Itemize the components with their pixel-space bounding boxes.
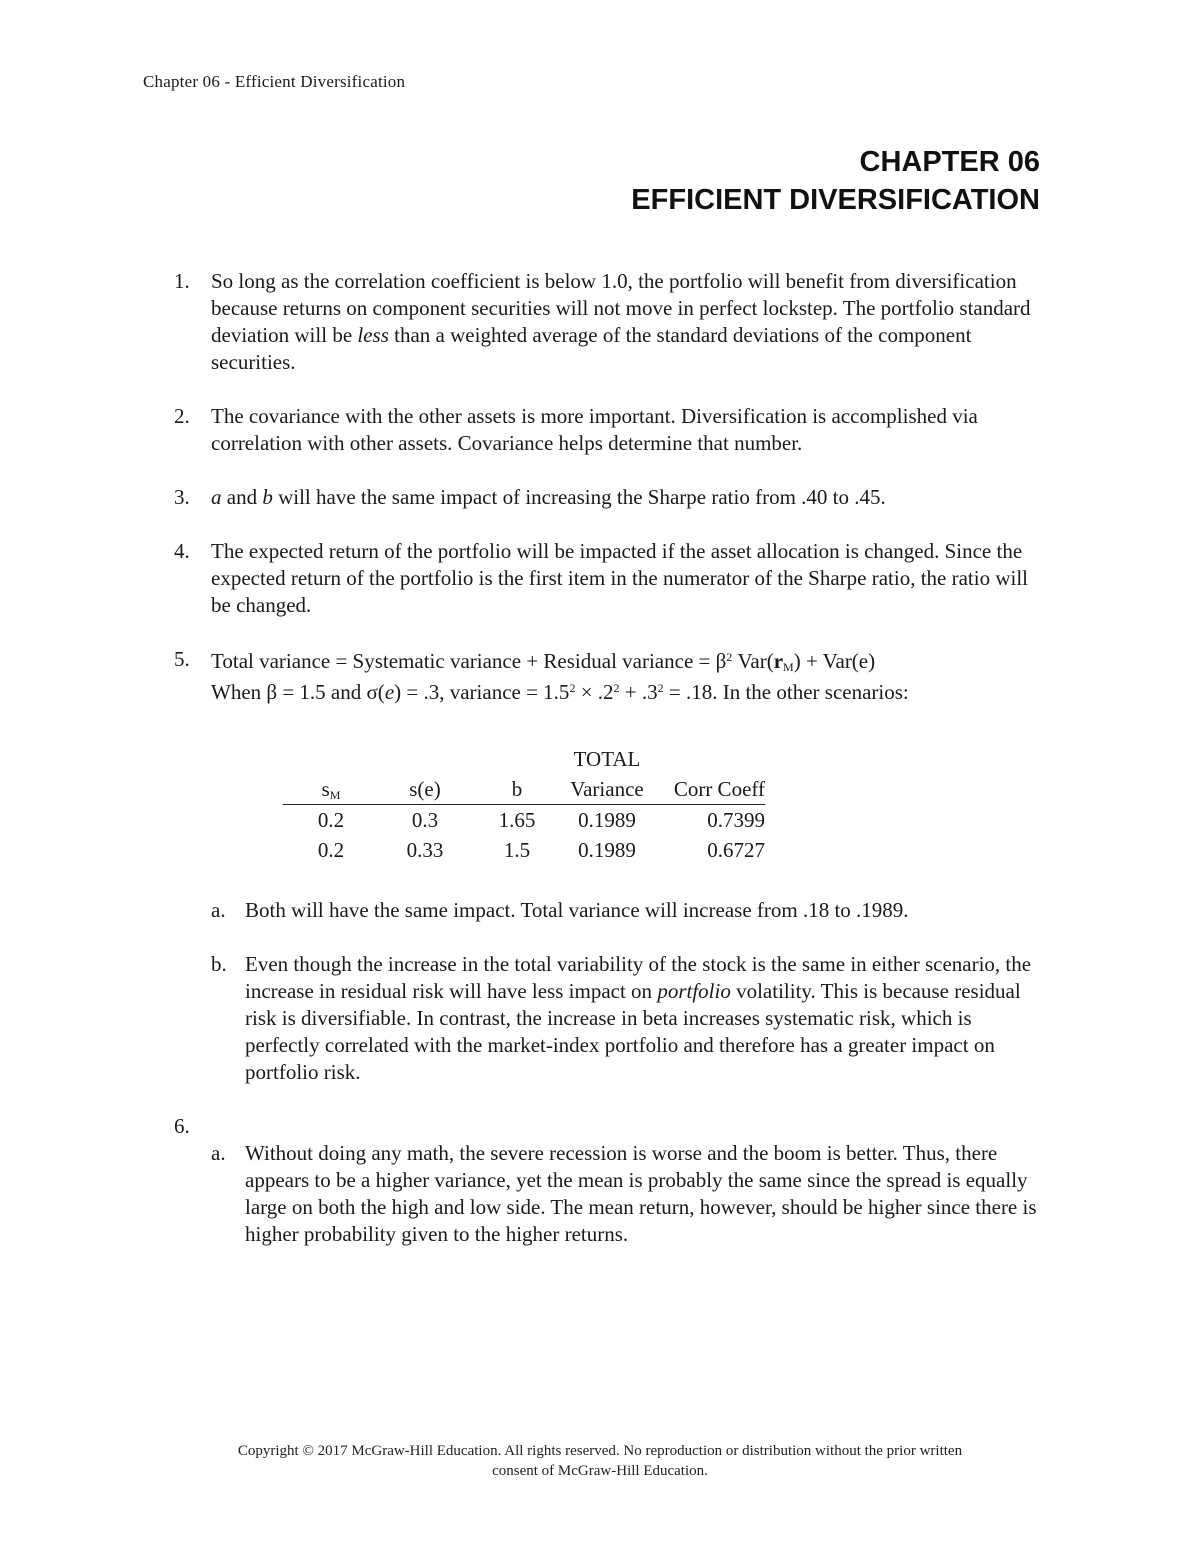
sub-letter: a. (211, 898, 226, 922)
subscript: M (783, 660, 794, 674)
exponent: 2 (569, 681, 576, 695)
formula-text: + .3 (619, 680, 658, 704)
exponent: 2 (726, 650, 733, 664)
sub-letter: a. (211, 1141, 226, 1165)
answer-6 (174, 1113, 1042, 1140)
chapter-heading (631, 143, 1040, 219)
answer-1 (174, 268, 1042, 376)
table-row (283, 835, 765, 865)
footer-line: Copyright © 2017 McGraw-Hill Education. All rights reserved. No reproduction or distribution without the prior written (237, 1443, 963, 1459)
header-variance: Variance (563, 774, 651, 805)
answer-4 (174, 538, 1042, 619)
chapter-number: CHAPTER 06 (859, 146, 1040, 178)
formula-text: Total variance = Systematic variance + Residual variance = β (211, 649, 727, 673)
formula-text: = .18. In the other scenarios: (663, 680, 909, 704)
variance-example-formula (211, 677, 1042, 708)
header-label: s (321, 777, 330, 801)
formula-symbol: r (773, 649, 784, 673)
item-number: 6. (174, 1114, 190, 1138)
answer-2 (174, 403, 1042, 457)
emphasis-portfolio: portfolio (657, 979, 731, 1003)
scenario-table (283, 744, 765, 865)
answer-6-subitems (211, 1140, 1042, 1248)
running-header: Chapter 06 - Efficient Diversification (143, 72, 406, 91)
answer-text: Without doing any math, the severe recession is worse and the boom is better. Thus, there appears to be a higher variance, yet the mean is probably the same since the spread is equally large on both the high and low side. The mean return, however, should be higher since there is higher probability given to the higher returns. (245, 1141, 1037, 1246)
header-sigma-m (283, 774, 379, 805)
answer-6a (211, 1140, 1042, 1248)
formula-text: When β = 1.5 and σ( (211, 680, 385, 704)
footer-line: consent of McGraw-Hill Education. (492, 1463, 708, 1479)
table-row (283, 805, 765, 836)
formula-text: ) = .3, variance = 1.5 (394, 680, 570, 704)
answer-5a (211, 897, 1042, 924)
table-cell: 0.7399 (707, 808, 765, 832)
chapter-title: EFFICIENT DIVERSIFICATION (631, 184, 1040, 216)
table-cell: 0.1989 (578, 808, 636, 832)
header-beta: b (471, 774, 563, 805)
item-number: 5. (174, 647, 190, 671)
formula-text: Var( (732, 649, 774, 673)
formula-text: × .2 (575, 680, 614, 704)
formula-symbol: e (384, 680, 395, 704)
answer-3 (174, 484, 1042, 511)
sub-letter: b. (211, 952, 227, 976)
table-cell: 0.6727 (707, 838, 765, 862)
item-number: 3. (174, 485, 190, 509)
answer-text: than a weighted average of the standard deviations of the component securities. (211, 323, 972, 374)
table-cell: 0.3 (411, 808, 439, 832)
total-variance-formula (211, 646, 1042, 677)
item-number: 1. (174, 269, 190, 293)
header-sigma-e: s(e) (379, 774, 471, 805)
table-cell: 1.65 (498, 808, 536, 832)
formula-text: ) + Var(e) (793, 649, 876, 673)
answer-text: So long as the correlation coefficient is below 1.0, the portfolio will benefit from diversification because returns on component securities will not move in perfect lockstep. The portfolio standard deviation will be (211, 269, 1031, 347)
header-corr-coeff: Corr Coeff (651, 774, 765, 805)
answer-5 (174, 646, 1042, 708)
subscript: M (329, 788, 341, 802)
exponent: 2 (657, 681, 664, 695)
header-total: TOTAL (573, 747, 641, 771)
table-cell: 1.5 (503, 838, 531, 862)
answer-text: Both will have the same impact. Total variance will increase from .18 to .1989. (245, 898, 909, 922)
variable-a: a (211, 485, 222, 509)
table-cell: 0.2 (317, 838, 345, 862)
item-number: 2. (174, 404, 190, 428)
item-number: 4. (174, 539, 190, 563)
answer-text: The expected return of the portfolio will be impacted if the asset allocation is changed. Since the expected return of the portfolio is the first item in the numerator of the Sharpe ratio, the ratio will be changed. (211, 539, 1029, 617)
exponent: 2 (613, 681, 620, 695)
answer-5b (211, 951, 1042, 1086)
table-cell: 0.2 (317, 808, 345, 832)
answer-text: The covariance with the other assets is more important. Diversification is accomplished via correlation with other assets. Covariance helps determine that number. (211, 404, 978, 455)
answer-5-subitems (211, 897, 1042, 1086)
answer-text: will have the same impact of increasing the Sharpe ratio from .40 to .45. (272, 485, 886, 509)
answer-list (174, 268, 1042, 1275)
emphasis-less: less (357, 323, 389, 347)
answer-text: volatility. This is because residual risk is diversifiable. In contrast, the increase in beta increases systematic risk, which is perfectly correlated with the market-index portfolio and therefore has a greater impact on portfolio risk. (245, 979, 1021, 1084)
variable-b: b (262, 485, 273, 509)
table-cell: 0.33 (406, 838, 444, 862)
table-cell: 0.1989 (578, 838, 636, 862)
answer-text: and (221, 485, 263, 509)
copyright-footer (0, 1441, 1200, 1481)
answer-text: Even though the increase in the total variability of the stock is the same in either scenario, the increase in residual risk will have less impact on (245, 952, 1032, 1003)
